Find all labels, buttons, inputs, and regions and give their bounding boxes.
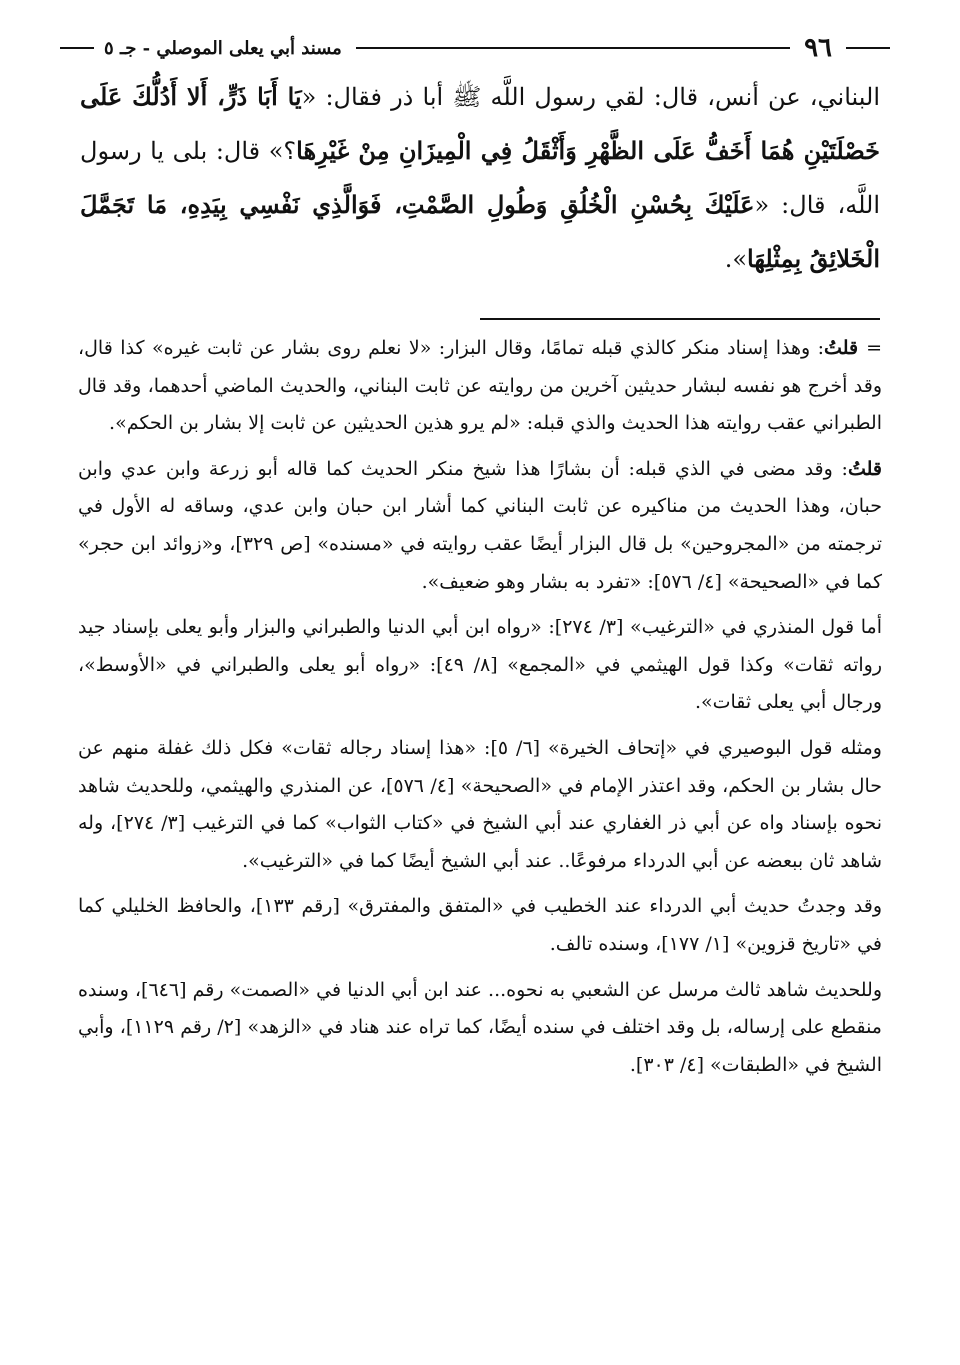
footnotes: [78, 330, 882, 1092]
page-number: ٩٦: [804, 33, 832, 63]
footnote-paragraph: [78, 888, 882, 963]
footnote-paragraph: [78, 330, 882, 443]
hadith-intro: البناني، عن أنس، قال: لقي رسول اللَّه ﷺ أبا ذر فقال: «: [301, 83, 880, 111]
footnote-lead: قلتُ: [847, 457, 882, 480]
footnote-text: : وقد مضى في الذي قبله: أن بشارًا هذا شيخ منكر الحديث كما قاله أبو زرعة وابن عدي وابن حبان، وهذا الحديث من مناكيره عن ثابت البناني كما أشار ابن حبان وابن عدي، وساقه له الأول في ترجمته من «المجروحين» بل قال البزار أيضًا عقب روايته في «مسنده» [ص ٣٢٩]، و«زوائد ابن حجر» كما في «الصحيحة» [٤/ ٥٧٦]: «تفرد به بشار وهو ضعيف».: [78, 457, 882, 593]
hadith-reply: ؟» قال: بلى يا رسول اللَّه، قال: «: [80, 137, 880, 219]
footnote-text: ومثله قول البوصيري في «إتحاف الخيرة» [٦/ ٥]: «هذا إسناد رجاله ثقات» فكل ذلك غفلة منهم عن حال بشار بن الحكم، وقد اعتذر الإمام في «الصحيحة» [٤/ ٥٧٦]، عن المنذري والهيثمي، وللحديث شاهد نحوه بإسناد واه عن أبي ذر الغفاري عند أبي الشيخ في «كتاب الثواب» كما في الترغيب [٣/ ٢٧٤]، وله شاهد ثان ببعضه عن أبي الدرداء مرفوعًا.. عند أبي الشيخ أيضًا كما في «الترغيب».: [78, 736, 882, 872]
hadith-end: ».: [724, 245, 748, 273]
book-title: مسند أبي يعلى الموصلي - جـ ٥: [104, 37, 342, 59]
footnote-paragraph: [78, 609, 882, 722]
running-header: [60, 30, 890, 66]
footnote-paragraph: [78, 730, 882, 880]
continuation-mark: =: [866, 337, 882, 359]
hadith-saying-2: عَلَيْكَ بِحُسْنِ الْخُلُقِ وَطُولِ الصَّمْتِ، فَوَالَّذِي نَفْسِي بِيَدِهِ، مَا تَجَمَّلَ الْخَلائِقُ بِمِثْلِهَا: [80, 190, 880, 273]
footnote-paragraph: [78, 972, 882, 1085]
footnote-text: وللحديث شاهد ثالث مرسل عن الشعبي به نحوه... عند ابن أبي الدنيا في «الصمت» رقم [٦٤٦]، وسنده منقطع على إرساله، بل وقد اختلف في سنده أيضًا، كما تراه عند هناد في «الزهد» [٢/ رقم ١١٢٩]، وأبي الشيخ في «الطبقات» [٤/ ٣٠٣].: [78, 978, 882, 1076]
hadith-saying-1: يَا أَبَا ذَرٍّ، أَلا أَدُلُّكَ عَلَى خَصْلَتَيْنِ هُمَا أَخَفُّ عَلَى الظَّهْرِ وَأَثْقَلُ فِي الْمِيزَانِ مِنْ غَيْرِهَا: [80, 82, 880, 165]
footnote-text: أما قول المنذري في «الترغيب» [٣/ ٢٧٤]: «رواه ابن أبي الدنيا والطبراني والبزار وأبو يعلى بإسناد جيد رواته ثقات» وكذا قول الهيثمي في «المجمع» [٨/ ٤٩]: «رواه أبو يعلى والطبراني في «الأوسط»، ورجال أبي يعلى ثقات».: [78, 616, 882, 714]
header-dash: [60, 47, 94, 49]
header-dash: [846, 47, 890, 49]
footnote-lead: قلتُ: [824, 337, 859, 359]
footnote-separator: [480, 318, 880, 320]
hadith-text: [80, 70, 880, 286]
footnote-text: : وهذا إسناد منكر كالذي قبله تمامًا، وقال البزار: «لا نعلم روى بشار عن ثابت غيره» كذا قال، وقد أخرج هو نفسه لبشار حديثين آخرين من روايته عن ثابت البناني، والحديث الماضي أحدهما، وقد قال الطبراني عقب روايته هذا الحديث والذي قبله: «لم يرو هذين الحديثين عن ثابت إلا بشار بن الحكم».: [78, 337, 882, 435]
header-rule: [356, 47, 790, 49]
footnote-text: وقد وجدتُ حديث أبي الدرداء عند الخطيب في «المتفق والمفترق» [رقم ١٣٣]، والحافظ الخليلي كما في «تاريخ قزوين» [١/ ١٧٧]، وسنده تالف.: [78, 895, 882, 955]
footnote-paragraph: [78, 451, 882, 601]
